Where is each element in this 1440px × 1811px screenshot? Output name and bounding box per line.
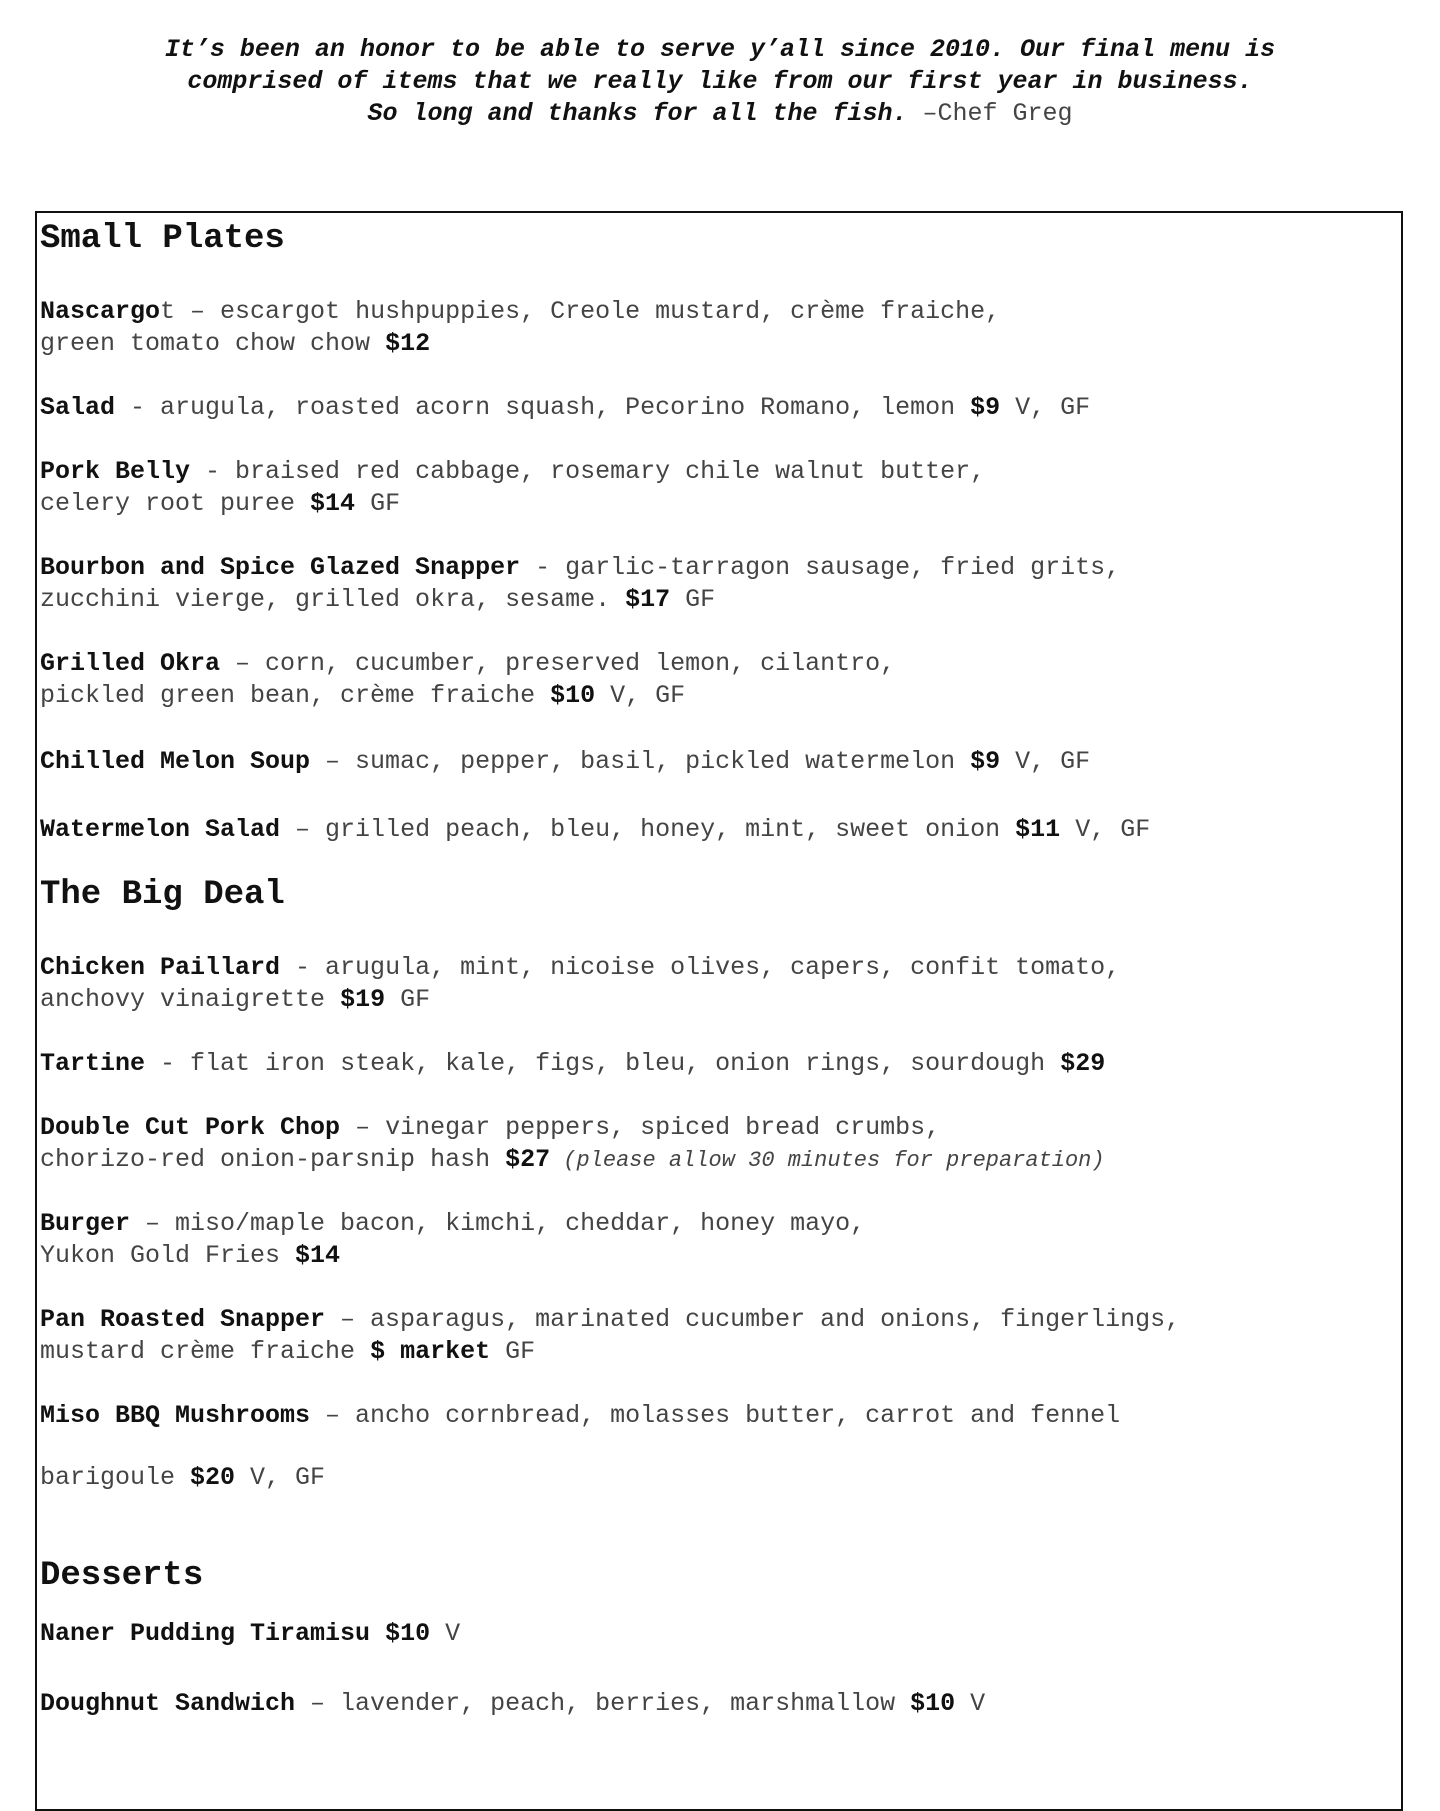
- item-price: $11: [1015, 815, 1061, 844]
- menu-item-watermelon-salad: [40, 814, 1410, 846]
- item-description: – grilled peach, bleu, honey, mint, sweet onion: [280, 815, 1016, 844]
- section-title-desserts: Desserts: [40, 1557, 204, 1595]
- item-name: Chicken Paillard: [40, 953, 281, 982]
- item-name: Pork Belly: [40, 457, 191, 486]
- menu-item-burger: [40, 1208, 1410, 1272]
- menu-item-chicken-paillard: [40, 952, 1410, 1016]
- item-description: – ancho cornbread, molasses butter, carrot and fennel: [310, 1401, 1121, 1430]
- item-description-cont: pickled green bean, crème fraiche: [40, 681, 551, 710]
- item-name: Pan Roasted Snapper: [40, 1305, 326, 1334]
- item-description: – asparagus, marinated cucumber and onions, fingerlings,: [325, 1305, 1181, 1334]
- item-description-cont: green tomato chow chow: [40, 329, 386, 358]
- item-name: Tartine: [40, 1049, 146, 1078]
- menu-item-grilled-okra: [40, 648, 1410, 712]
- item-name: Watermelon Salad: [40, 815, 281, 844]
- item-name: Naner Pudding Tiramisu: [40, 1619, 371, 1648]
- menu-item-miso-bbq-mushrooms: [40, 1400, 1410, 1432]
- item-price: $17: [625, 585, 671, 614]
- item-description-cont: barigoule: [40, 1463, 191, 1492]
- item-name: Salad: [40, 393, 116, 422]
- item-name: Burger: [40, 1209, 131, 1238]
- item-description: – miso/maple bacon, kimchi, cheddar, honey mayo,: [130, 1209, 866, 1238]
- item-name: Doughnut Sandwich: [40, 1689, 296, 1718]
- item-dietary-tags: V, GF: [235, 1463, 326, 1492]
- section-title-big-deal: The Big Deal: [40, 876, 285, 914]
- item-price: $9: [970, 393, 1001, 422]
- item-description: - arugula, roasted acorn squash, Pecorino Romano, lemon: [115, 393, 971, 422]
- item-price: $10: [385, 1619, 431, 1648]
- item-name: Double Cut Pork Chop: [40, 1113, 341, 1142]
- item-dietary-tags: GF: [355, 489, 401, 518]
- item-description-cont: zucchini vierge, grilled okra, sesame.: [40, 585, 626, 614]
- item-price: $14: [295, 1241, 341, 1270]
- intro-message: [0, 34, 1440, 130]
- menu-item-doughnut-sandwich: [40, 1688, 1410, 1720]
- menu-item-miso-bbq-mushrooms-cont: [40, 1462, 1410, 1494]
- intro-line-3-text: So long and thanks for all the fish.: [367, 99, 908, 128]
- item-name: Nascargo: [40, 297, 161, 326]
- item-price: $14: [310, 489, 356, 518]
- section-title-small-plates: Small Plates: [40, 220, 285, 258]
- item-dietary-tags: V: [430, 1619, 461, 1648]
- item-name: Miso BBQ Mushrooms: [40, 1401, 311, 1430]
- intro-line-2: comprised of items that we really like from our first year in business.: [187, 67, 1253, 96]
- item-description: – vinegar peppers, spiced bread crumbs,: [340, 1113, 941, 1142]
- item-name: Chilled Melon Soup: [40, 747, 311, 776]
- item-price: $9: [970, 747, 1001, 776]
- item-dietary-tags: GF: [385, 985, 431, 1014]
- item-description-cont: mustard crème fraiche: [40, 1337, 371, 1366]
- item-line-1: [40, 1400, 1410, 1432]
- item-dietary-tags: V, GF: [1000, 747, 1091, 776]
- item-description: – sumac, pepper, basil, pickled watermelon: [310, 747, 971, 776]
- item-description-cont: celery root puree: [40, 489, 311, 518]
- item-dietary-tags: V, GF: [595, 681, 686, 710]
- menu-item-pan-roasted-snapper: [40, 1304, 1410, 1368]
- menu-item-tartine: [40, 1048, 1410, 1080]
- menu-item-pork-belly: [40, 456, 1410, 520]
- intro-line-3: [0, 98, 1440, 130]
- item-price: $10: [550, 681, 596, 710]
- item-dietary-tags: GF: [670, 585, 716, 614]
- item-price: $29: [1060, 1049, 1106, 1078]
- item-description: - flat iron steak, kale, figs, bleu, onion rings, sourdough: [145, 1049, 1061, 1078]
- item-description: t – escargot hushpuppies, Creole mustard, crème fraiche,: [160, 297, 1001, 326]
- chef-signature: –Chef Greg: [907, 99, 1073, 128]
- item-price: $27: [505, 1145, 551, 1174]
- menu-item-pork-chop: [40, 1112, 1410, 1177]
- item-name: Grilled Okra: [40, 649, 221, 678]
- item-dietary-tags: V, GF: [1000, 393, 1091, 422]
- item-description: - garlic-tarragon sausage, fried grits,: [520, 553, 1121, 582]
- item-description: – corn, cucumber, preserved lemon, cilantro,: [220, 649, 896, 678]
- menu-item-chilled-melon-soup: [40, 746, 1410, 778]
- menu-item-naner-pudding-tiramisu: [40, 1618, 1410, 1650]
- item-price: $ market: [370, 1337, 491, 1366]
- menu-item-bourbon-snapper: [40, 552, 1410, 616]
- item-price: $12: [385, 329, 431, 358]
- item-price: $19: [340, 985, 386, 1014]
- item-dietary-tags: GF: [490, 1337, 536, 1366]
- item-description-cont: chorizo-red onion-parsnip hash: [40, 1145, 506, 1174]
- item-name: Bourbon and Spice Glazed Snapper: [40, 553, 521, 582]
- menu-item-salad: [40, 392, 1410, 424]
- item-prep-note: (please allow 30 minutes for preparation): [550, 1148, 1105, 1173]
- item-description-cont: anchovy vinaigrette: [40, 985, 341, 1014]
- intro-line-1: It’s been an honor to be able to serve y’all since 2010. Our final menu is: [164, 35, 1276, 64]
- item-description-cont: Yukon Gold Fries: [40, 1241, 296, 1270]
- item-price: $10: [910, 1689, 956, 1718]
- item-dietary-tags: V: [955, 1689, 986, 1718]
- menu-item-nascargot: [40, 296, 1410, 360]
- item-description: – lavender, peach, berries, marshmallow: [295, 1689, 911, 1718]
- item-dietary-tags: V, GF: [1060, 815, 1151, 844]
- item-description: [370, 1619, 385, 1648]
- item-description: - braised red cabbage, rosemary chile walnut butter,: [190, 457, 986, 486]
- item-price: $20: [190, 1463, 236, 1492]
- item-description: - arugula, mint, nicoise olives, capers, confit tomato,: [280, 953, 1121, 982]
